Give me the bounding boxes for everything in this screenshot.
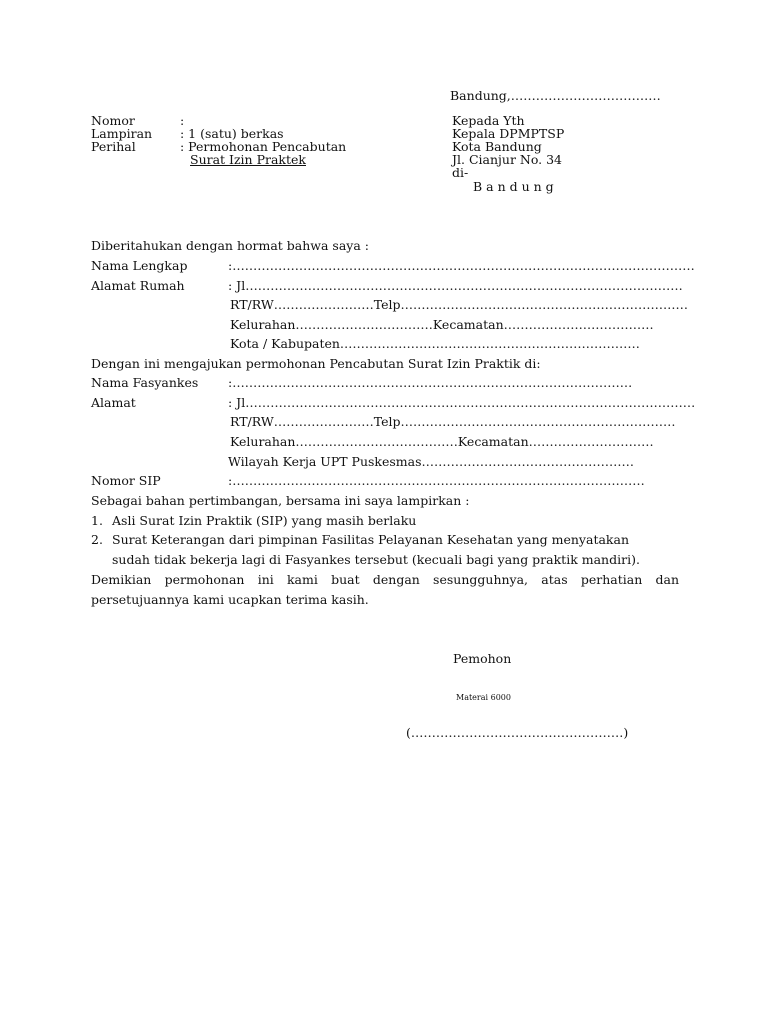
- applicant-name-field: :…………………………………………………………………………………………………: [228, 258, 695, 273]
- applicant-address-label: Alamat Rumah: [91, 278, 185, 293]
- signature-name-line: (……………………………………………): [406, 725, 629, 740]
- facility-address-field: : Jl………………………………………………………………………………………………: [228, 395, 696, 410]
- meta-label-nomor: Nomor: [91, 113, 135, 128]
- applicant-kelurahan-line: Kelurahan……………………………Kecamatan………………………………: [230, 317, 654, 332]
- applicant-rtrw-line: RT/RW……………………Telp……………………………………………………………: [230, 297, 688, 312]
- recipient-line-2: Kepala DPMPTSP: [452, 126, 565, 141]
- attachment-num-1: 1.: [91, 513, 103, 528]
- recipient-line-5: di-: [452, 165, 469, 180]
- attachment-text-2: Surat Keterangan dari pimpinan Fasilitas Pelayanan Kesehatan yang menyatakan: [112, 532, 630, 547]
- facility-name-label: Nama Fasyankes: [91, 375, 199, 390]
- applicant-kota-line: Kota / Kabupaten………………………………………………………………: [230, 336, 640, 351]
- applicant-address-field: : Jl……………………………………………………………………………………………: [228, 278, 683, 293]
- attachment-continuation: sudah tidak bekerja lagi di Fasyankes tersebut (kecuali bagi yang praktik mandiri).: [112, 552, 640, 567]
- facility-address-label: Alamat: [91, 395, 136, 410]
- attachment-num-2: 2.: [91, 532, 103, 547]
- recipient-line-4: Jl. Cianjur No. 34: [452, 152, 562, 167]
- signature-label: Pemohon: [453, 651, 512, 666]
- city-date: Bandung,………………………………: [450, 88, 661, 103]
- facility-name-field: :……………………………………………………………………………………: [228, 375, 633, 390]
- meta-value-lampiran: : 1 (satu) berkas: [180, 126, 284, 141]
- request-text: Dengan ini mengajukan permohonan Pencabutan Surat Izin Praktik di:: [91, 356, 541, 371]
- recipient-line-3: Kota Bandung: [452, 139, 542, 154]
- applicant-name-label: Nama Lengkap: [91, 258, 188, 273]
- meta-label-lampiran: Lampiran: [91, 126, 153, 141]
- closing-line-1: Demikian permohonan ini kami buat dengan sesungguhnya, atas perhatian dan: [91, 572, 679, 587]
- facility-kelurahan-line: Kelurahan…………………………………Kecamatan…………………………: [230, 434, 654, 449]
- attachment-text-1: Asli Surat Izin Praktik (SIP) yang masih berlaku: [112, 513, 417, 528]
- facility-wilayah-line: Wilayah Kerja UPT Puskesmas……………………………………………: [228, 454, 635, 469]
- closing-line-2: persetujuannya kami ucapkan terima kasih.: [91, 592, 369, 607]
- intro-text: Diberitahukan dengan hormat bahwa saya :: [91, 238, 369, 253]
- facility-rtrw-line: RT/RW……………………Telp…………………………………………………………: [230, 414, 676, 429]
- meta-value-nomor: :: [180, 113, 185, 128]
- recipient-line-1: Kepada Yth: [452, 113, 525, 128]
- attachments-intro: Sebagai bahan pertimbangan, bersama ini saya lampirkan :: [91, 493, 470, 508]
- recipient-city: B a n d u n g: [473, 179, 554, 194]
- sip-label: Nomor SIP: [91, 473, 161, 488]
- stamp-placeholder: Materai 6000: [456, 693, 511, 702]
- sip-field: :………………………………………………………………………………………: [228, 473, 645, 488]
- meta-label-perihal: Perihal: [91, 139, 136, 154]
- meta-value-perihal: : Permohonan Pencabutan: [180, 139, 347, 154]
- perihal-continuation: Surat Izin Praktek: [190, 152, 306, 167]
